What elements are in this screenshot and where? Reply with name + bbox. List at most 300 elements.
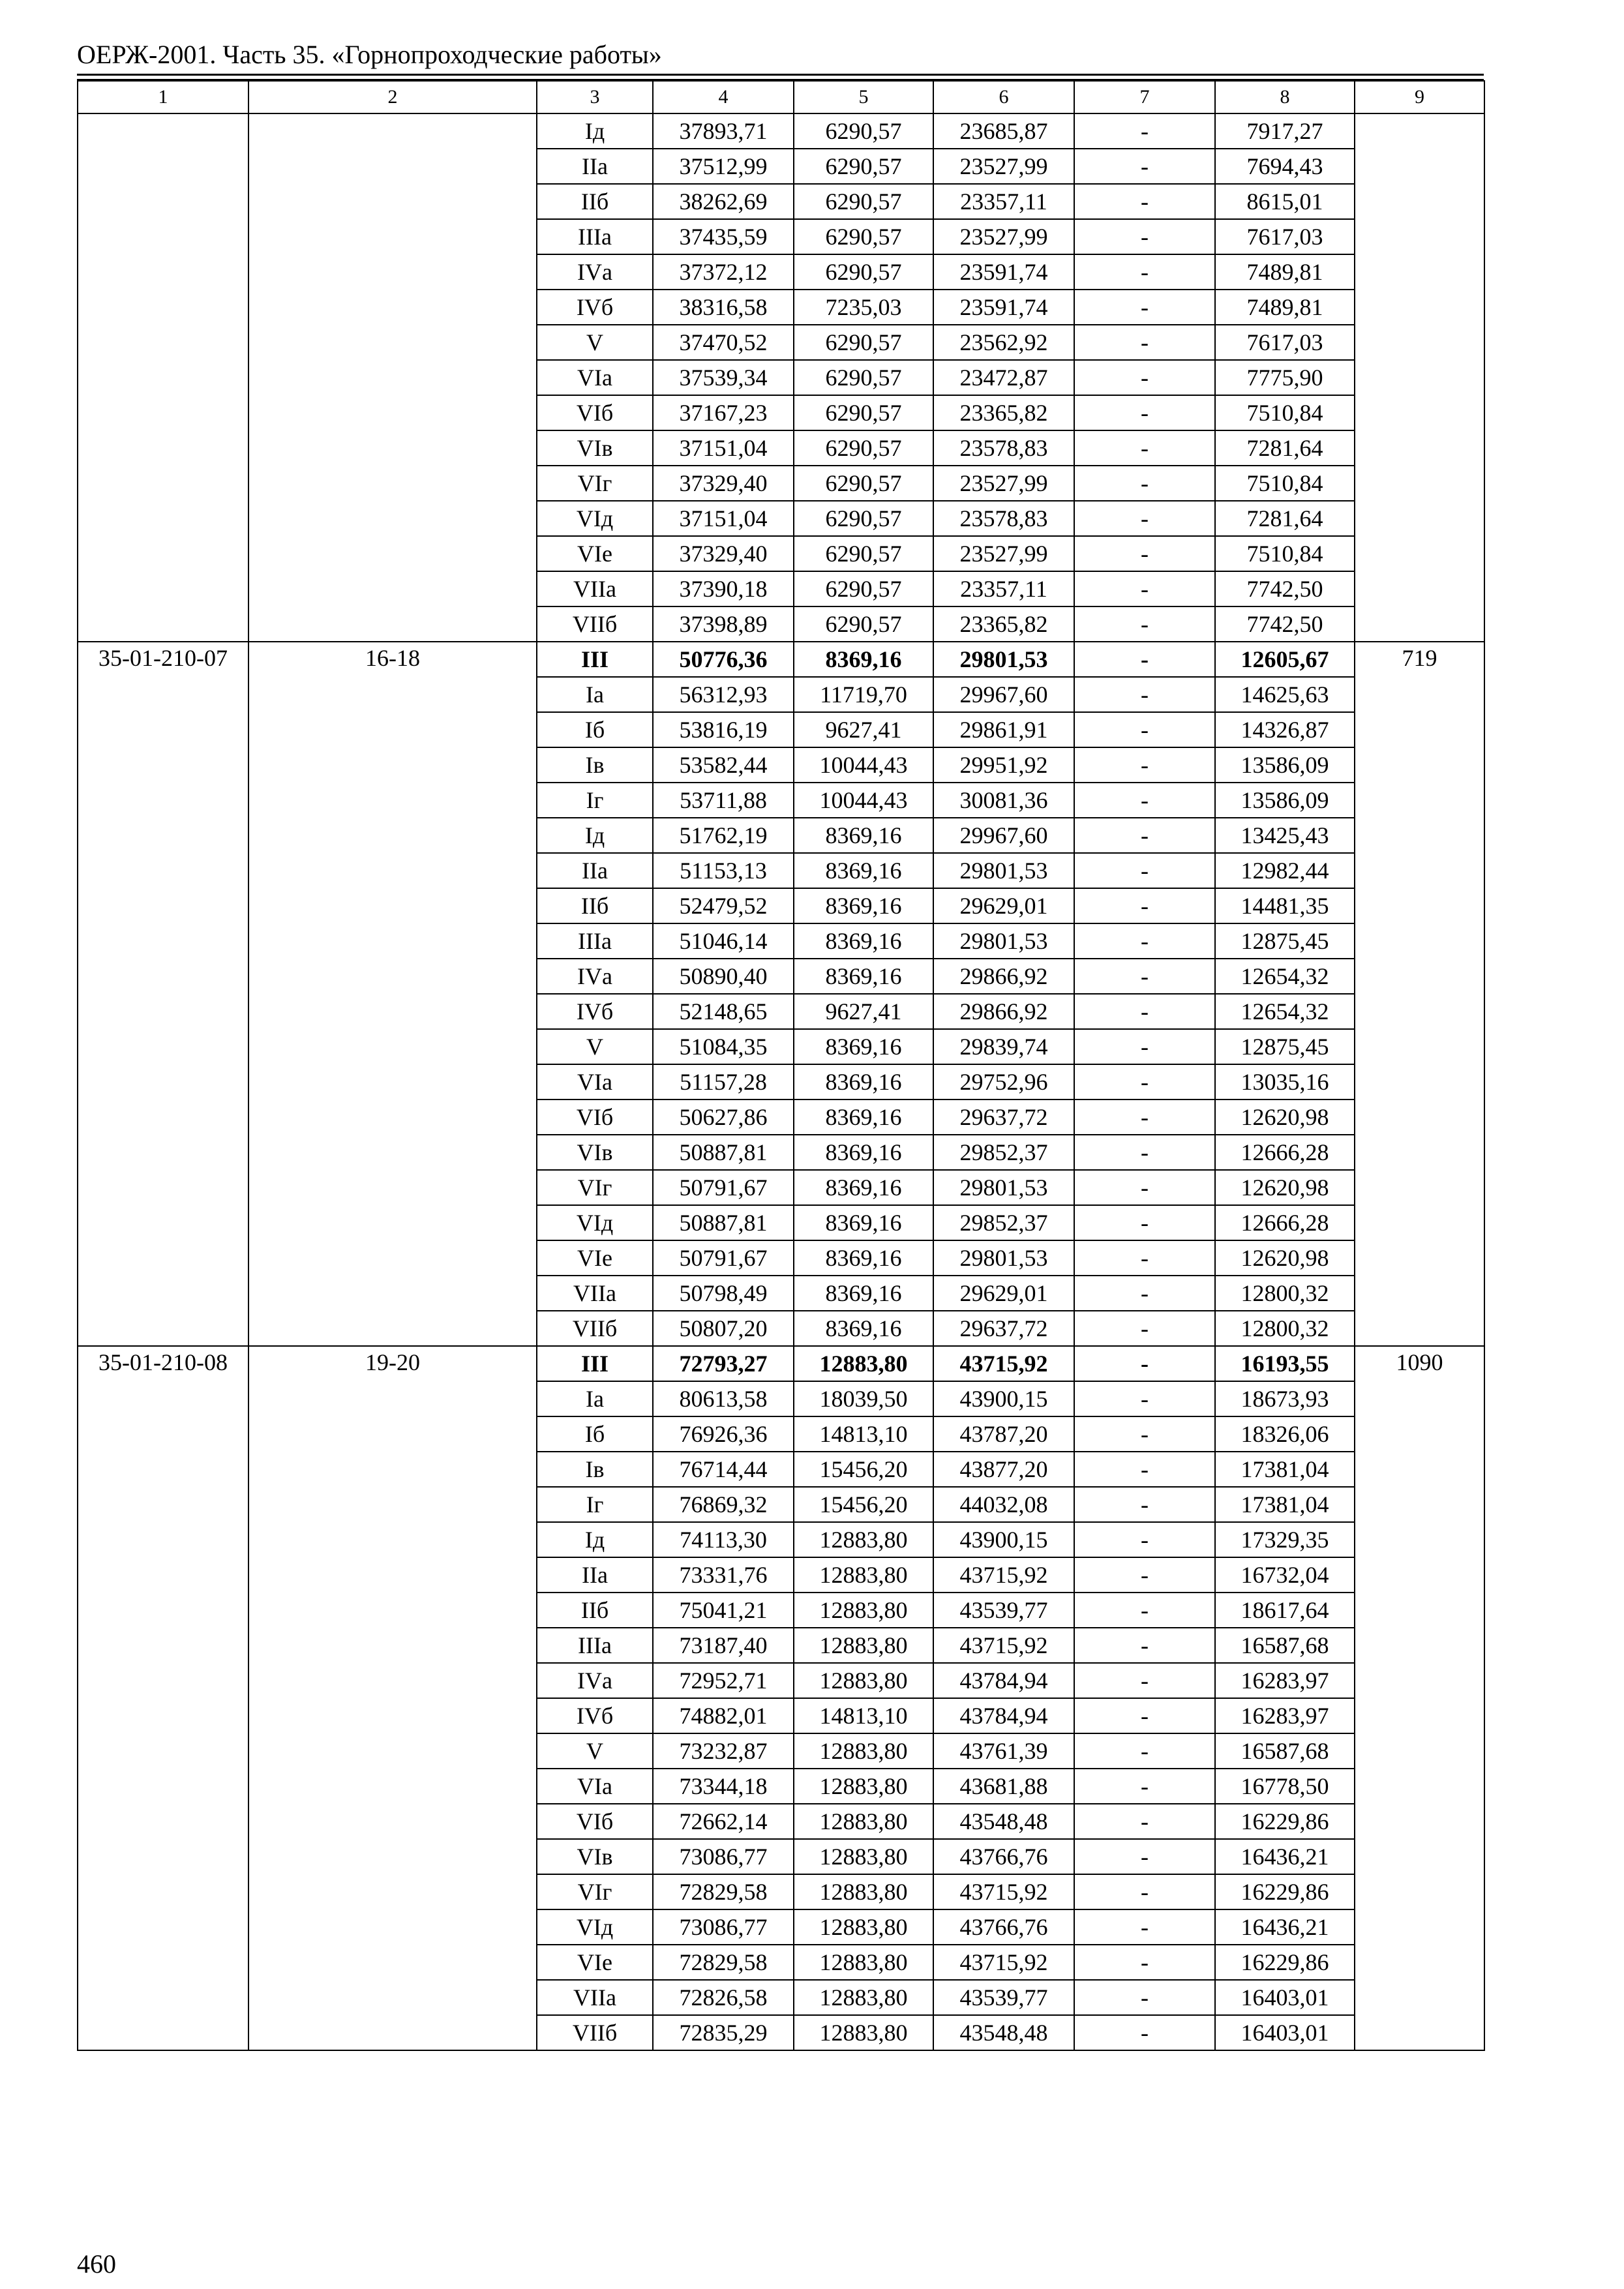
value-cell: - <box>1074 1064 1215 1100</box>
value-cell: - <box>1074 818 1215 853</box>
value-cell: 8369,16 <box>794 1276 933 1311</box>
column-header: 2 <box>248 81 537 113</box>
value-cell: 8369,16 <box>794 1029 933 1064</box>
category-cell: IIа <box>537 1557 653 1593</box>
value-cell: 52148,65 <box>653 994 794 1029</box>
value-cell: 75041,21 <box>653 1593 794 1628</box>
category-cell: IIIа <box>537 923 653 959</box>
value-cell: 29801,53 <box>933 853 1074 888</box>
value-cell: - <box>1074 360 1215 395</box>
category-cell: VIг <box>537 1170 653 1205</box>
category-cell: Iа <box>537 1381 653 1416</box>
value-cell: - <box>1074 2015 1215 2050</box>
value-cell: - <box>1074 1593 1215 1628</box>
value-cell: - <box>1074 1416 1215 1452</box>
value-cell: - <box>1074 1276 1215 1311</box>
value-cell: 43715,92 <box>933 1945 1074 1980</box>
value-cell: 12605,67 <box>1215 642 1355 677</box>
value-cell: 12666,28 <box>1215 1135 1355 1170</box>
value-cell: 37539,34 <box>653 360 794 395</box>
value-cell: 29861,91 <box>933 712 1074 747</box>
value-cell: 43681,88 <box>933 1769 1074 1804</box>
value-cell: 7510,84 <box>1215 536 1355 571</box>
value-cell: 16436,21 <box>1215 1839 1355 1874</box>
value-cell: 12883,80 <box>794 1733 933 1769</box>
value-cell: 12875,45 <box>1215 1029 1355 1064</box>
value-cell: 74113,30 <box>653 1522 794 1557</box>
value-cell: 6290,57 <box>794 536 933 571</box>
category-cell: VIIа <box>537 1980 653 2015</box>
value-cell: 73344,18 <box>653 1769 794 1804</box>
value-cell: 72829,58 <box>653 1874 794 1909</box>
value-cell: - <box>1074 783 1215 818</box>
value-cell: 43784,94 <box>933 1698 1074 1733</box>
value-cell: 7489,81 <box>1215 254 1355 290</box>
value-cell: 52479,52 <box>653 888 794 923</box>
value-cell: 73187,40 <box>653 1628 794 1663</box>
value-cell: 11719,70 <box>794 677 933 712</box>
value-cell: - <box>1074 430 1215 466</box>
table-body <box>78 113 1484 2050</box>
category-cell: IVб <box>537 1698 653 1733</box>
value-cell: 43715,92 <box>933 1628 1074 1663</box>
value-cell: 43715,92 <box>933 1346 1074 1381</box>
value-cell: 14326,87 <box>1215 712 1355 747</box>
value-cell: 23527,99 <box>933 149 1074 184</box>
value-cell: - <box>1074 606 1215 642</box>
value-cell: 37512,99 <box>653 149 794 184</box>
value-cell: 72835,29 <box>653 2015 794 2050</box>
value-cell: 12982,44 <box>1215 853 1355 888</box>
value-cell: 16283,97 <box>1215 1698 1355 1733</box>
value-cell: 50807,20 <box>653 1311 794 1346</box>
category-cell: IVб <box>537 290 653 325</box>
value-cell: - <box>1074 1769 1215 1804</box>
value-cell: - <box>1074 1733 1215 1769</box>
value-cell: 29752,96 <box>933 1064 1074 1100</box>
total-cell <box>1355 113 1484 642</box>
value-cell: 14481,35 <box>1215 888 1355 923</box>
value-cell: 12800,32 <box>1215 1311 1355 1346</box>
value-cell: 16732,04 <box>1215 1557 1355 1593</box>
category-cell: VIб <box>537 1100 653 1135</box>
value-cell: 12883,80 <box>794 1663 933 1698</box>
value-cell: - <box>1074 888 1215 923</box>
value-cell: - <box>1074 184 1215 219</box>
value-cell: 53711,88 <box>653 783 794 818</box>
value-cell: - <box>1074 1522 1215 1557</box>
value-cell: 43715,92 <box>933 1557 1074 1593</box>
value-cell: 29629,01 <box>933 1276 1074 1311</box>
category-cell: VIе <box>537 1240 653 1276</box>
value-cell: 16587,68 <box>1215 1733 1355 1769</box>
value-cell: 43539,77 <box>933 1980 1074 2015</box>
value-cell: 12883,80 <box>794 1874 933 1909</box>
value-cell: 7510,84 <box>1215 395 1355 430</box>
value-cell: - <box>1074 1909 1215 1945</box>
value-cell: 30081,36 <box>933 783 1074 818</box>
value-cell: 6290,57 <box>794 360 933 395</box>
category-cell: IIб <box>537 888 653 923</box>
column-header: 3 <box>537 81 653 113</box>
category-cell: VIе <box>537 1945 653 1980</box>
value-cell: 6290,57 <box>794 113 933 149</box>
value-cell: 18617,64 <box>1215 1593 1355 1628</box>
category-cell: VIа <box>537 360 653 395</box>
value-cell: - <box>1074 712 1215 747</box>
value-cell: 13425,43 <box>1215 818 1355 853</box>
category-cell: VIIа <box>537 1276 653 1311</box>
value-cell: 23562,92 <box>933 325 1074 360</box>
value-cell: - <box>1074 466 1215 501</box>
value-cell: 29801,53 <box>933 923 1074 959</box>
category-cell: Iб <box>537 712 653 747</box>
value-cell: 17381,04 <box>1215 1452 1355 1487</box>
value-cell: 12875,45 <box>1215 923 1355 959</box>
table-row <box>78 113 1484 149</box>
value-cell: 6290,57 <box>794 254 933 290</box>
value-cell: 13586,09 <box>1215 747 1355 783</box>
value-cell: 8369,16 <box>794 853 933 888</box>
value-cell: 51046,14 <box>653 923 794 959</box>
value-cell: 7775,90 <box>1215 360 1355 395</box>
value-cell: 7489,81 <box>1215 290 1355 325</box>
category-cell: IIб <box>537 184 653 219</box>
rate-code-cell: 35-01-210-07 <box>78 642 248 1346</box>
value-cell: 16229,86 <box>1215 1874 1355 1909</box>
value-cell: 7694,43 <box>1215 149 1355 184</box>
value-cell: 43784,94 <box>933 1663 1074 1698</box>
value-cell: 29629,01 <box>933 888 1074 923</box>
value-cell: - <box>1074 395 1215 430</box>
category-cell: Iд <box>537 1522 653 1557</box>
value-cell: 23357,11 <box>933 184 1074 219</box>
value-cell: 43787,20 <box>933 1416 1074 1452</box>
column-header: 9 <box>1355 81 1484 113</box>
value-cell: 43715,92 <box>933 1874 1074 1909</box>
value-cell: 73232,87 <box>653 1733 794 1769</box>
value-cell: - <box>1074 501 1215 536</box>
value-cell: - <box>1074 1557 1215 1593</box>
value-cell: - <box>1074 677 1215 712</box>
value-cell: - <box>1074 1452 1215 1487</box>
value-cell: 51762,19 <box>653 818 794 853</box>
value-cell: - <box>1074 642 1215 677</box>
value-cell: 37372,12 <box>653 254 794 290</box>
category-cell: IIа <box>537 853 653 888</box>
value-cell: 50627,86 <box>653 1100 794 1135</box>
value-cell: - <box>1074 994 1215 1029</box>
value-cell: 23527,99 <box>933 219 1074 254</box>
category-cell: VIв <box>537 1839 653 1874</box>
value-cell: 16587,68 <box>1215 1628 1355 1663</box>
value-cell: 8369,16 <box>794 818 933 853</box>
category-cell: IIа <box>537 149 653 184</box>
value-cell: 12620,98 <box>1215 1100 1355 1135</box>
value-cell: - <box>1074 1029 1215 1064</box>
value-cell: 43548,48 <box>933 2015 1074 2050</box>
total-cell: 1090 <box>1355 1346 1484 2050</box>
value-cell: 53582,44 <box>653 747 794 783</box>
value-cell: 12883,80 <box>794 1557 933 1593</box>
value-cell: 72793,27 <box>653 1346 794 1381</box>
value-cell: 17381,04 <box>1215 1487 1355 1522</box>
value-cell: 6290,57 <box>794 219 933 254</box>
category-cell: IIб <box>537 1593 653 1628</box>
value-cell: 37470,52 <box>653 325 794 360</box>
value-cell: 43900,15 <box>933 1381 1074 1416</box>
value-cell: 43900,15 <box>933 1522 1074 1557</box>
value-cell: 37435,59 <box>653 219 794 254</box>
category-cell: Iб <box>537 1416 653 1452</box>
category-cell: VIд <box>537 1205 653 1240</box>
value-cell: - <box>1074 1135 1215 1170</box>
value-cell: 29801,53 <box>933 1170 1074 1205</box>
value-cell: 16403,01 <box>1215 1980 1355 2015</box>
table-row <box>78 1346 1484 1381</box>
value-cell: 23578,83 <box>933 430 1074 466</box>
value-cell: 43539,77 <box>933 1593 1074 1628</box>
value-cell: 29839,74 <box>933 1029 1074 1064</box>
value-cell: 43548,48 <box>933 1804 1074 1839</box>
value-cell: 12883,80 <box>794 1769 933 1804</box>
value-cell: 23527,99 <box>933 466 1074 501</box>
value-cell: 38262,69 <box>653 184 794 219</box>
header-rule-top <box>77 74 1484 76</box>
value-cell: - <box>1074 747 1215 783</box>
value-cell: 9627,41 <box>794 994 933 1029</box>
value-cell: 15456,20 <box>794 1452 933 1487</box>
category-cell: VIе <box>537 536 653 571</box>
value-cell: 14813,10 <box>794 1698 933 1733</box>
value-cell: 14813,10 <box>794 1416 933 1452</box>
category-cell: VIIб <box>537 606 653 642</box>
value-cell: 8369,16 <box>794 888 933 923</box>
value-cell: 10044,43 <box>794 747 933 783</box>
category-cell: VIIб <box>537 2015 653 2050</box>
value-cell: 23357,11 <box>933 571 1074 606</box>
category-cell: VIб <box>537 395 653 430</box>
value-cell: 8369,16 <box>794 642 933 677</box>
value-cell: 6290,57 <box>794 395 933 430</box>
value-cell: 6290,57 <box>794 466 933 501</box>
value-cell: - <box>1074 959 1215 994</box>
category-cell: Iа <box>537 677 653 712</box>
category-cell: Iд <box>537 818 653 853</box>
value-cell: 8369,16 <box>794 1240 933 1276</box>
value-cell: 10044,43 <box>794 783 933 818</box>
value-cell: 7742,50 <box>1215 571 1355 606</box>
value-cell: 23578,83 <box>933 501 1074 536</box>
table-row <box>78 642 1484 677</box>
value-cell: 12620,98 <box>1215 1240 1355 1276</box>
value-cell: 29801,53 <box>933 1240 1074 1276</box>
value-cell: 29852,37 <box>933 1135 1074 1170</box>
value-cell: 37329,40 <box>653 536 794 571</box>
value-cell: 29967,60 <box>933 818 1074 853</box>
value-cell: - <box>1074 1698 1215 1733</box>
value-cell: - <box>1074 1346 1215 1381</box>
value-cell: 43877,20 <box>933 1452 1074 1487</box>
value-cell: 12883,80 <box>794 1909 933 1945</box>
value-cell: 12883,80 <box>794 1945 933 1980</box>
category-cell: V <box>537 1029 653 1064</box>
page-number: 460 <box>77 2249 116 2279</box>
column-number-row <box>78 81 1484 113</box>
value-cell: 37390,18 <box>653 571 794 606</box>
category-cell: IVб <box>537 994 653 1029</box>
value-cell: 23365,82 <box>933 606 1074 642</box>
value-cell: - <box>1074 113 1215 149</box>
value-cell: 12800,32 <box>1215 1276 1355 1311</box>
value-cell: 12666,28 <box>1215 1205 1355 1240</box>
value-cell: 7617,03 <box>1215 325 1355 360</box>
value-cell: 23591,74 <box>933 254 1074 290</box>
value-cell: 14625,63 <box>1215 677 1355 712</box>
value-cell: 50887,81 <box>653 1135 794 1170</box>
value-cell: 12883,80 <box>794 1628 933 1663</box>
category-cell: VIа <box>537 1064 653 1100</box>
value-cell: 50887,81 <box>653 1205 794 1240</box>
value-cell: 8369,16 <box>794 1100 933 1135</box>
total-cell: 719 <box>1355 642 1484 1346</box>
value-cell: 44032,08 <box>933 1487 1074 1522</box>
value-cell: 13586,09 <box>1215 783 1355 818</box>
range-cell: 19-20 <box>248 1346 537 2050</box>
range-cell: 16-18 <box>248 642 537 1346</box>
value-cell: 29866,92 <box>933 994 1074 1029</box>
category-cell: VIв <box>537 430 653 466</box>
value-cell: 72829,58 <box>653 1945 794 1980</box>
value-cell: 50791,67 <box>653 1170 794 1205</box>
value-cell: 37893,71 <box>653 113 794 149</box>
value-cell: 51153,13 <box>653 853 794 888</box>
value-cell: 8369,16 <box>794 959 933 994</box>
value-cell: 6290,57 <box>794 184 933 219</box>
value-cell: 29951,92 <box>933 747 1074 783</box>
value-cell: 50798,49 <box>653 1276 794 1311</box>
value-cell: 23472,87 <box>933 360 1074 395</box>
category-cell: VIIа <box>537 571 653 606</box>
value-cell: - <box>1074 1874 1215 1909</box>
value-cell: 7742,50 <box>1215 606 1355 642</box>
value-cell: 56312,93 <box>653 677 794 712</box>
value-cell: 8615,01 <box>1215 184 1355 219</box>
value-cell: 37329,40 <box>653 466 794 501</box>
value-cell: 8369,16 <box>794 1311 933 1346</box>
value-cell: - <box>1074 254 1215 290</box>
value-cell: 43766,76 <box>933 1909 1074 1945</box>
value-cell: 18039,50 <box>794 1381 933 1416</box>
value-cell: - <box>1074 219 1215 254</box>
column-header: 5 <box>794 81 933 113</box>
value-cell: 12883,80 <box>794 1804 933 1839</box>
category-cell: VIа <box>537 1769 653 1804</box>
value-cell: 8369,16 <box>794 923 933 959</box>
value-cell: - <box>1074 1205 1215 1240</box>
value-cell: 73331,76 <box>653 1557 794 1593</box>
value-cell: 72662,14 <box>653 1804 794 1839</box>
value-cell: 29637,72 <box>933 1311 1074 1346</box>
value-cell: 12883,80 <box>794 1839 933 1874</box>
value-cell: 37151,04 <box>653 430 794 466</box>
category-cell: VIд <box>537 1909 653 1945</box>
value-cell: 53816,19 <box>653 712 794 747</box>
value-cell: 15456,20 <box>794 1487 933 1522</box>
value-cell: 29637,72 <box>933 1100 1074 1135</box>
value-cell: - <box>1074 853 1215 888</box>
value-cell: 23685,87 <box>933 113 1074 149</box>
value-cell: - <box>1074 1804 1215 1839</box>
value-cell: 37151,04 <box>653 501 794 536</box>
value-cell: - <box>1074 1487 1215 1522</box>
category-cell: III <box>537 642 653 677</box>
value-cell: 16283,97 <box>1215 1663 1355 1698</box>
value-cell: 7917,27 <box>1215 113 1355 149</box>
value-cell: 13035,16 <box>1215 1064 1355 1100</box>
value-cell: 8369,16 <box>794 1205 933 1240</box>
value-cell: - <box>1074 1839 1215 1874</box>
value-cell: 51084,35 <box>653 1029 794 1064</box>
value-cell: 43761,39 <box>933 1733 1074 1769</box>
value-cell: 76714,44 <box>653 1452 794 1487</box>
column-header: 4 <box>653 81 794 113</box>
category-cell: VIIб <box>537 1311 653 1346</box>
value-cell: 6290,57 <box>794 606 933 642</box>
value-cell: 76869,32 <box>653 1487 794 1522</box>
value-cell: 50791,67 <box>653 1240 794 1276</box>
category-cell: IVа <box>537 1663 653 1698</box>
category-cell: IVа <box>537 959 653 994</box>
category-cell: IIIа <box>537 1628 653 1663</box>
value-cell: 51157,28 <box>653 1064 794 1100</box>
value-cell: 16229,86 <box>1215 1804 1355 1839</box>
value-cell: 72826,58 <box>653 1980 794 2015</box>
value-cell: 12883,80 <box>794 1980 933 2015</box>
value-cell: 12654,32 <box>1215 959 1355 994</box>
value-cell: 6290,57 <box>794 501 933 536</box>
value-cell: 12620,98 <box>1215 1170 1355 1205</box>
value-cell: 7617,03 <box>1215 219 1355 254</box>
value-cell: 12883,80 <box>794 1593 933 1628</box>
category-cell: V <box>537 325 653 360</box>
category-cell: VIд <box>537 501 653 536</box>
value-cell: 16229,86 <box>1215 1945 1355 1980</box>
value-cell: - <box>1074 1980 1215 2015</box>
rates-table <box>77 80 1485 2051</box>
value-cell: 37167,23 <box>653 395 794 430</box>
value-cell: 7281,64 <box>1215 430 1355 466</box>
category-cell: III <box>537 1346 653 1381</box>
value-cell: - <box>1074 149 1215 184</box>
value-cell: - <box>1074 1170 1215 1205</box>
value-cell: 12883,80 <box>794 2015 933 2050</box>
value-cell: 6290,57 <box>794 430 933 466</box>
value-cell: 12883,80 <box>794 1346 933 1381</box>
value-cell: 50890,40 <box>653 959 794 994</box>
value-cell: 16436,21 <box>1215 1909 1355 1945</box>
category-cell: VIб <box>537 1804 653 1839</box>
value-cell: - <box>1074 1240 1215 1276</box>
value-cell: 8369,16 <box>794 1064 933 1100</box>
category-cell: IIIа <box>537 219 653 254</box>
value-cell: 80613,58 <box>653 1381 794 1416</box>
value-cell: - <box>1074 325 1215 360</box>
value-cell: 38316,58 <box>653 290 794 325</box>
value-cell: 7281,64 <box>1215 501 1355 536</box>
category-cell: VIг <box>537 466 653 501</box>
value-cell: 8369,16 <box>794 1170 933 1205</box>
